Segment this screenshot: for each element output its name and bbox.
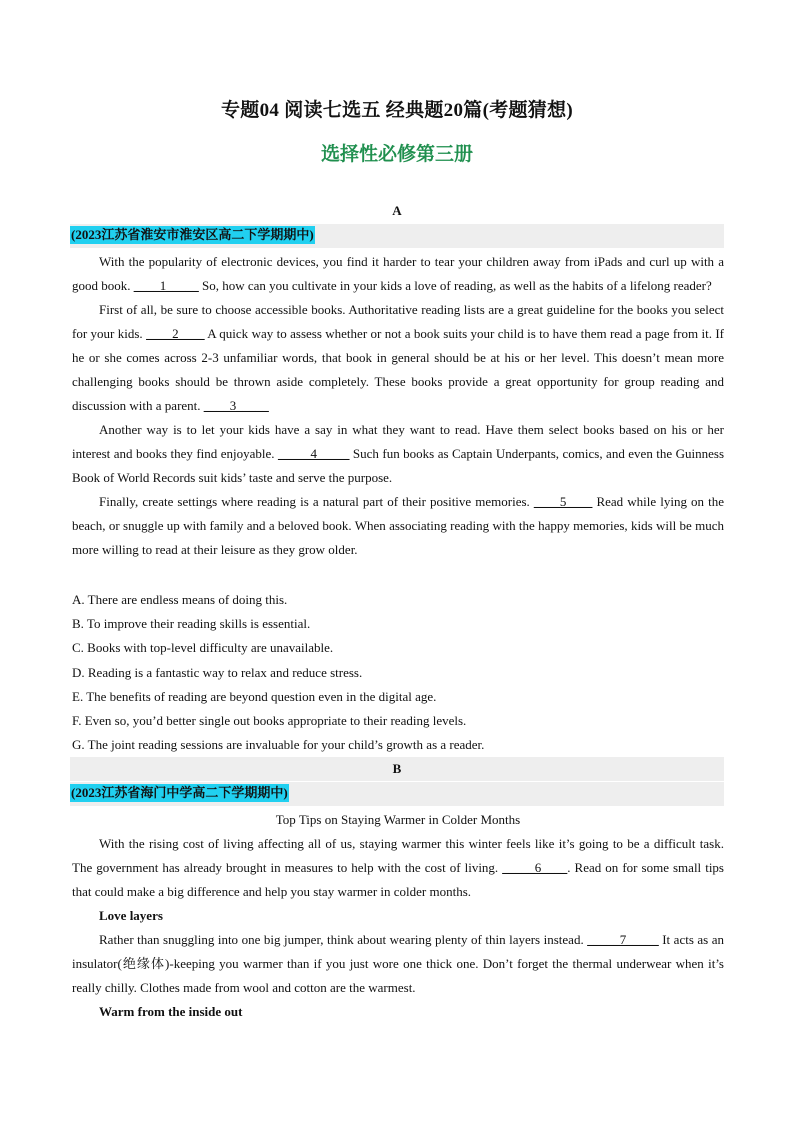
passage-a-paragraph-3: Another way is to let your kids have a say in what they want to read. Have them select books based on his or her interest and books they find enjoyable. _____4_____ Such fun books as Captain Underpants, comics, and even the Guinness Book of World Records suit kids’ taste and serve the purpose. <box>72 422 725 485</box>
blank-1: ____1_____ <box>133 278 199 293</box>
option-g: G. The joint reading sessions are invaluable for your child’s growth as a reader. <box>72 737 485 753</box>
document-title: 专题04 阅读七选五 经典题20篇(考题猜想) <box>220 100 574 121</box>
option-a: A. There are endless means of doing this. <box>72 592 288 607</box>
passage-a-letter: A <box>392 203 402 218</box>
option-e: E. The benefits of reading are beyond question even in the digital age. <box>72 688 437 704</box>
option-b: B. To improve their reading skills is essential. <box>72 616 311 632</box>
passage-a-paragraph-1: With the popularity of electronic devices, you find it harder to tear your children away from iPads and curl up with a good book. ____1_____ So, how can you cultivate in your kids a love of reading, as well as the habits of a lifelong reader? <box>72 254 724 293</box>
blank-4: _____4_____ <box>277 446 350 461</box>
blank-2: ____2____ <box>146 326 205 341</box>
passage-a-options <box>72 588 724 757</box>
passage-a-paragraph-4: Finally, create settings where reading is a natural part of their positive memories. ____5____ Read while lying on the beach, or snuggle up with family and a beloved book. When associating reading with the happy memories, kids will be much more willing to read at their leisure as they grow older. <box>72 494 724 557</box>
passage-b-source-row <box>70 782 724 806</box>
blank-5: ____5____ <box>533 494 593 509</box>
passage-a-paragraph-2: First of all, be sure to choose accessible books. Authoritative reading lists are a great guideline for the books you select for your kids. ____2____ A quick way to assess whether or not a book suits your child is to have them read a page from it. If he or she comes across 2-3 unfamiliar words, that book in general should be at his or her level. This doesn’t mean more challenging books should be thrown aside completely. These books provide a great opportunity for group reading and discussion with a parent. ____3_____ <box>72 302 724 413</box>
passage-b-title: Top Tips on Staying Warmer in Colder Months <box>275 812 521 827</box>
blank-3: ____3_____ <box>203 398 269 413</box>
passage-a-source: (2023江苏省淮安市淮安区高二下学期期中) <box>71 227 314 242</box>
blank-6: _____6____ <box>502 860 568 875</box>
option-c: C. Books with top-level difficulty are unavailable. <box>72 640 334 656</box>
blank-7: _____7_____ <box>587 932 659 947</box>
passage-b-paragraph-2: Rather than snuggling into one big jumper, think about wearing plenty of thin layers instead. _____7_____ It acts as an insulator(绝缘体)-keeping you warmer than if you just wore one thick one. Don’t forget the thermal underwear when it’s really chilly. Clothes made from wool and cotton are the warmest. <box>72 932 724 995</box>
option-f: F. Even so, you’d better single out books appropriate to their reading levels. <box>72 713 467 729</box>
passage-b-heading-love-layers: Love layers <box>99 908 163 923</box>
option-d: D. Reading is a fantastic way to relax and reduce stress. <box>72 664 363 680</box>
document-subtitle: 选择性必修第三册 <box>320 144 473 165</box>
passage-b-source: (2023江苏省海门中学高二下学期期中) <box>71 785 288 800</box>
passage-b-heading-warm-inside: Warm from the inside out <box>99 1004 243 1019</box>
passage-b-paragraph-1: With the rising cost of living affecting all of us, staying warmer this winter feels like it’s going to be a difficult task. The government has already brought in measures to help with the cost of living. _____6____. Read on for some small tips that could make a big difference and help you stay warmer in colder months. <box>72 836 724 899</box>
passage-a-body <box>72 250 724 562</box>
passage-b-letter: B <box>392 761 402 776</box>
passage-a-source-row <box>70 224 724 248</box>
passage-b-body <box>72 808 724 1024</box>
